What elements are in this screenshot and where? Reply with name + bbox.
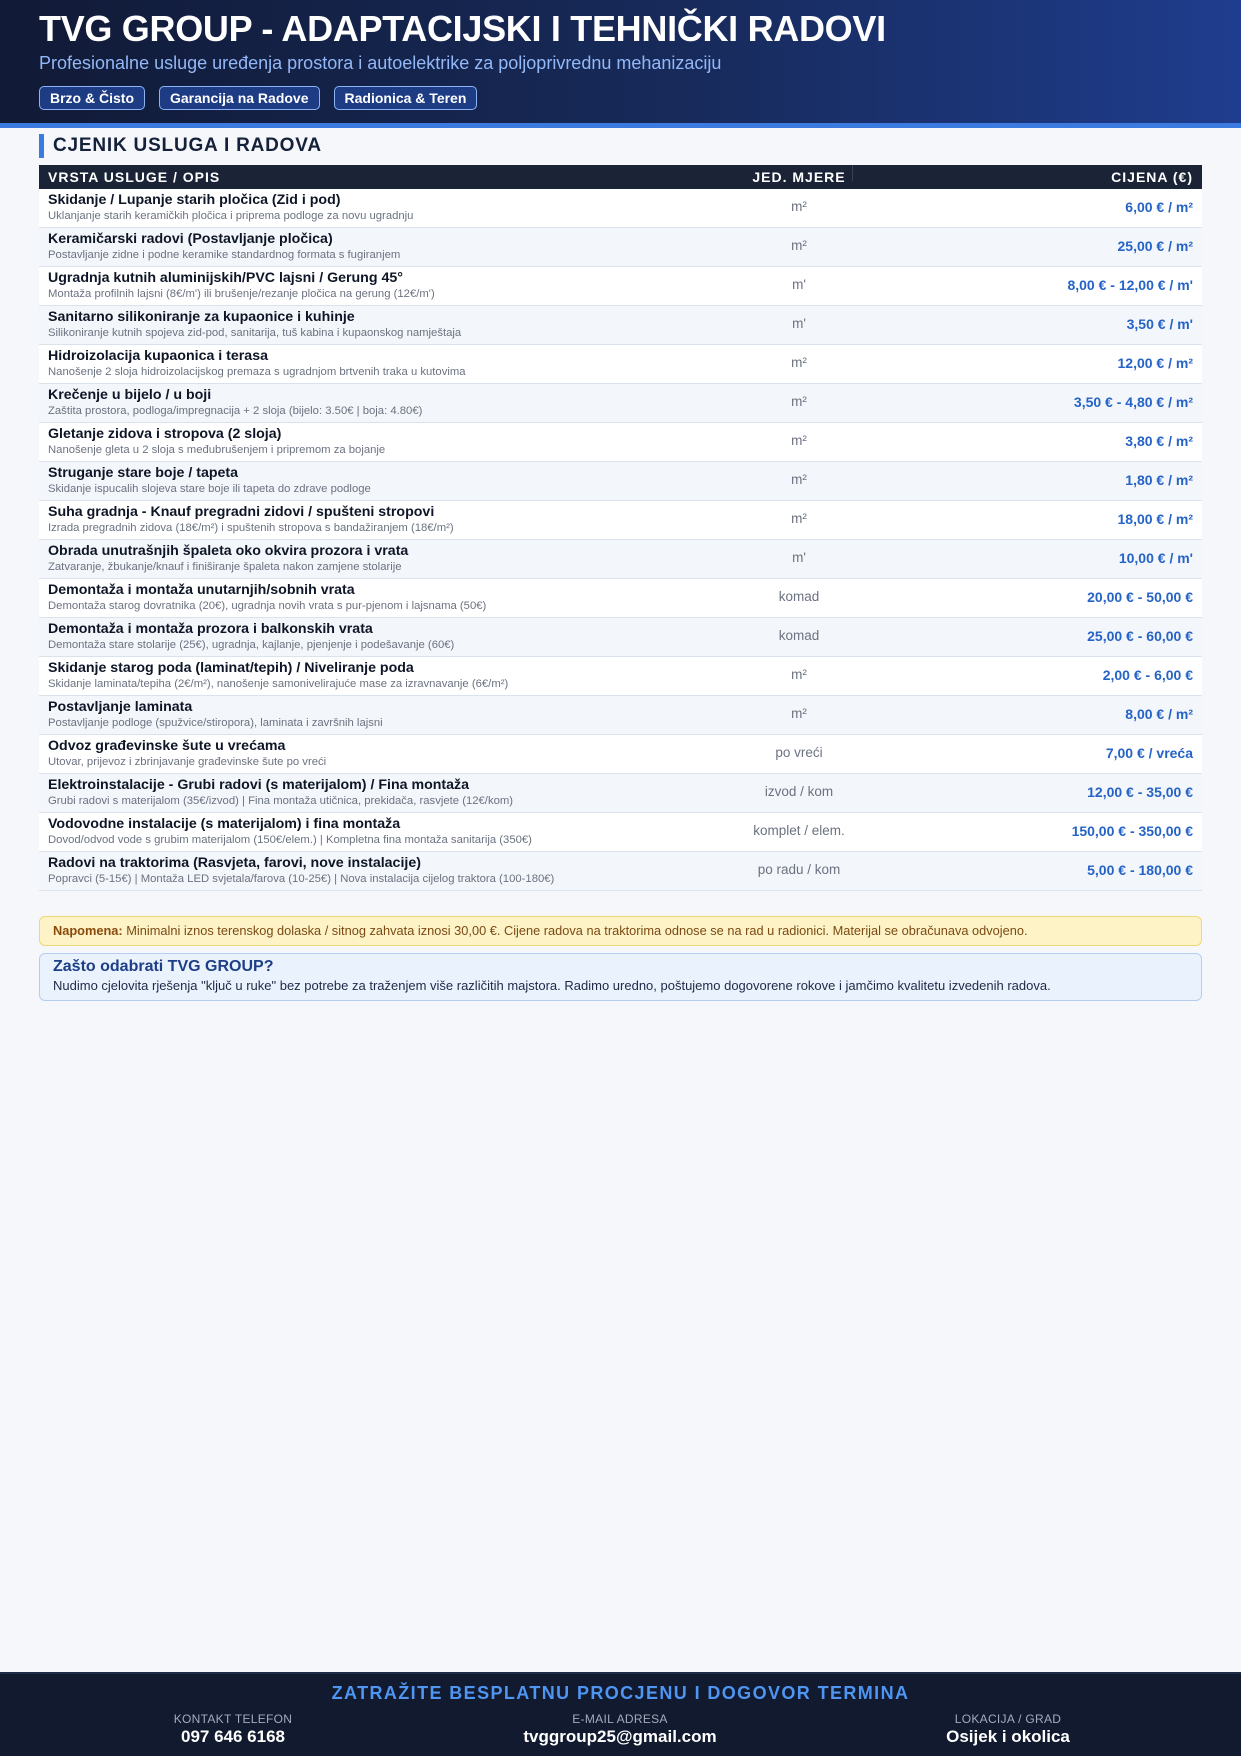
why-us-box (39, 953, 1202, 1001)
service-description: Uklanjanje starih keramičkih pločica i priprema podloge za novu ugradnju (48, 210, 414, 222)
footer-email (470, 1712, 770, 1747)
table-row (39, 228, 1202, 267)
service-price: 25,00 € / m² (1117, 238, 1193, 254)
service-description: Grubi radovi s materijalom (35€/izvod) | Fina montaža utičnica, prekidača, rasvjete (12€/kom) (48, 795, 514, 807)
service-unit: m' (792, 316, 806, 331)
service-unit: po radu / kom (757, 862, 841, 877)
service-name: Odvoz građevinske šute u vrećama (48, 738, 286, 754)
service-name: Demontaža i montaža prozora i balkonskih vrata (48, 621, 373, 637)
table-row (39, 384, 1202, 423)
service-price: 3,50 € - 4,80 € / m² (1073, 394, 1193, 410)
service-description: Postavljanje podloge (spužvice/stiropora), laminata i završnih lajsni (48, 717, 383, 729)
why-us-title: Zašto odabrati TVG GROUP? (53, 958, 274, 975)
service-description: Izrada pregradnih zidova (18€/m²) i spuštenih stropova s bandažiranjem (18€/m²) (48, 522, 454, 534)
service-price: 6,00 € / m² (1125, 199, 1193, 215)
badge-fast-clean: Brzo & Čisto (39, 86, 145, 110)
table-row (39, 306, 1202, 345)
table-row (39, 579, 1202, 618)
footer-location (858, 1712, 1158, 1747)
service-name: Elektroinstalacije - Grubi radovi (s materijalom) / Fina montaža (48, 777, 470, 793)
column-header-unit: JED. MJERE (752, 169, 846, 185)
section-title: CJENIK USLUGA I RADOVA (39, 134, 322, 158)
service-name: Ugradnja kutnih aluminijskih/PVC lajsni / Gerung 45° (48, 270, 403, 286)
service-description: Nanošenje gleta u 2 sloja s međubrušenjem i pripremom za bojanje (48, 444, 386, 456)
column-header-price: CIJENA (€) (1111, 169, 1193, 185)
service-description: Utovar, prijevoz i zbrinjavanje građevinske šute po vreći (48, 756, 327, 768)
footer-phone (83, 1712, 383, 1747)
service-unit: m² (791, 433, 807, 448)
page-footer (0, 1672, 1241, 1756)
service-name: Postavljanje laminata (48, 699, 193, 715)
service-unit: komplet / elem. (753, 823, 845, 838)
service-name: Obrada unutrašnjih špaleta oko okvira prozora i vrata (48, 543, 409, 559)
service-unit: m' (792, 550, 806, 565)
service-name: Hidroizolacija kupaonica i terasa (48, 348, 268, 364)
service-name: Sanitarno silikoniranje za kupaonice i kuhinje (48, 309, 355, 325)
service-description: Postavljanje zidne i podne keramike standardnog formata s fugiranjem (48, 249, 401, 261)
badge-workshop-field: Radionica & Teren (334, 86, 478, 110)
price-table (39, 165, 1202, 891)
table-row (39, 540, 1202, 579)
service-price: 12,00 € / m² (1117, 355, 1193, 371)
service-description: Skidanje ispucalih slojeva stare boje ili tapeta do zdrave podloge (48, 483, 371, 495)
table-row (39, 735, 1202, 774)
table-body (39, 189, 1202, 891)
service-price: 12,00 € - 35,00 € (1087, 784, 1193, 800)
column-divider (852, 165, 853, 181)
service-unit: m² (791, 355, 807, 370)
service-unit: izvod / kom (764, 784, 834, 799)
service-unit: m² (791, 238, 807, 253)
service-description: Nanošenje 2 sloja hidroizolacijskog premaza s ugradnjom brtvenih traka u kutovima (48, 366, 466, 378)
service-description: Zaštita prostora, podloga/impregnacija + 2 sloja (bijelo: 3.50€ | boja: 4.80€) (48, 405, 423, 417)
column-header-service: VRSTA USLUGE / OPIS (48, 169, 221, 185)
service-description: Zatvaranje, žbukanje/knauf i finiširanje špaleta nakon zamjene stolarije (48, 561, 402, 573)
table-row (39, 813, 1202, 852)
note-label: Napomena: (53, 923, 123, 938)
service-price: 1,80 € / m² (1125, 472, 1193, 488)
service-name: Radovi na traktorima (Rasvjeta, farovi, nove instalacije) (48, 855, 421, 871)
email-value[interactable]: tvggroup25@gmail.com (523, 1727, 717, 1746)
service-price: 7,00 € / vreća (1105, 745, 1193, 761)
table-row (39, 501, 1202, 540)
service-description: Silikoniranje kutnih spojeva zid-pod, sanitarija, tuš kabina i kupaonskog namještaja (48, 327, 462, 339)
service-name: Skidanje starog poda (laminat/tepih) / Niveliranje poda (48, 660, 414, 676)
service-price: 18,00 € / m² (1117, 511, 1193, 527)
service-price: 150,00 € - 350,00 € (1071, 823, 1193, 839)
service-unit: komad (778, 589, 820, 604)
service-price: 25,00 € - 60,00 € (1087, 628, 1193, 644)
service-description: Skidanje laminata/tepiha (2€/m²), nanošenje samonivelirajuće mase za izravnavanje (6€/m²) (48, 678, 509, 690)
badge-warranty: Garancija na Radove (159, 86, 320, 110)
table-row (39, 618, 1202, 657)
table-row (39, 345, 1202, 384)
service-description: Demontaža starog dovratnika (20€), ugradnja novih vrata s pur-pjenom i lajsnama (50€) (48, 600, 487, 612)
table-row (39, 189, 1202, 228)
service-description: Montaža profilnih lajsni (8€/m') ili brušenje/rezanje pločica na gerung (12€/m') (48, 288, 435, 300)
service-price: 3,80 € / m² (1125, 433, 1193, 449)
page-header (0, 0, 1241, 128)
service-name: Struganje stare boje / tapeta (48, 465, 239, 481)
table-row (39, 423, 1202, 462)
table-row (39, 696, 1202, 735)
service-unit: m² (791, 472, 807, 487)
service-price: 5,00 € - 180,00 € (1087, 862, 1193, 878)
why-us-text: Nudimo cjelovita rješenja "ključ u ruke" bez potrebe za traženjem više različitih majstora. Radimo uredno, poštujemo dogovorene rokove i jamčimo kvalitetu izvedenih radova. (53, 978, 1051, 993)
service-price: 20,00 € - 50,00 € (1087, 589, 1193, 605)
service-price: 8,00 € - 12,00 € / m' (1067, 277, 1193, 293)
phone-value[interactable]: 097 646 6168 (181, 1727, 285, 1746)
service-price: 8,00 € / m² (1125, 706, 1193, 722)
service-unit: m² (791, 667, 807, 682)
service-unit: m' (792, 277, 806, 292)
page-subtitle: Profesionalne usluge uređenja prostora i autoelektrike za poljoprivrednu mehanizaciju (39, 53, 722, 73)
service-name: Keramičarski radovi (Postavljanje pločica) (48, 231, 333, 247)
phone-label: KONTAKT TELEFON (173, 1712, 293, 1726)
note-box (39, 916, 1202, 946)
service-unit: m² (791, 511, 807, 526)
service-description: Popravci (5-15€) | Montaža LED svjetala/farova (10-25€) | Nova instalacija cijelog traktora (100-180€) (48, 873, 555, 885)
table-row (39, 657, 1202, 696)
service-name: Vodovodne instalacije (s materijalom) i fina montaža (48, 816, 401, 832)
service-name: Skidanje / Lupanje starih pločica (Zid i pod) (48, 192, 341, 208)
table-row (39, 267, 1202, 306)
service-description: Dovod/odvod vode s grubim materijalom (150€/elem.) | Kompletna fina montaža sanitarija (350€) (48, 834, 532, 846)
service-price: 10,00 € / m' (1118, 550, 1193, 566)
service-unit: m² (791, 199, 807, 214)
service-price: 2,00 € - 6,00 € (1102, 667, 1193, 683)
location-label: LOKACIJA / GRAD (954, 1712, 1062, 1726)
service-unit: m² (791, 706, 807, 721)
service-name: Gletanje zidova i stropova (2 sloja) (48, 426, 282, 442)
page-title: TVG GROUP - ADAPTACIJSKI I TEHNIČKI RADOVI (39, 8, 886, 49)
location-value: Osijek i okolica (946, 1727, 1070, 1746)
badge-list (39, 86, 477, 110)
table-row (39, 774, 1202, 813)
email-label: E-MAIL ADRESA (572, 1712, 668, 1726)
service-unit: po vreći (775, 745, 823, 760)
service-description: Demontaža stare stolarije (25€), ugradnja, kajlanje, pjenjenje i podešavanje (60€) (48, 639, 455, 651)
table-row (39, 462, 1202, 501)
service-unit: m² (791, 394, 807, 409)
service-unit: komad (778, 628, 820, 643)
footer-cta: ZATRAŽITE BESPLATNU PROCJENU I DOGOVOR TERMINA (331, 1683, 910, 1703)
table-row (39, 852, 1202, 891)
service-price: 3,50 € / m' (1126, 316, 1193, 332)
service-name: Suha gradnja - Knauf pregradni zidovi / spušteni stropovi (48, 504, 435, 520)
note-text: Minimalni iznos terenskog dolaska / sitnog zahvata iznosi 30,00 €. Cijene radova na traktorima odnose se na rad u radionici. Materijal se obračunava odvojeno. (126, 923, 1028, 938)
service-name: Demontaža i montaža unutarnjih/sobnih vrata (48, 582, 355, 598)
service-name: Krečenje u bijelo / u boji (48, 387, 212, 403)
table-header (39, 165, 1202, 189)
